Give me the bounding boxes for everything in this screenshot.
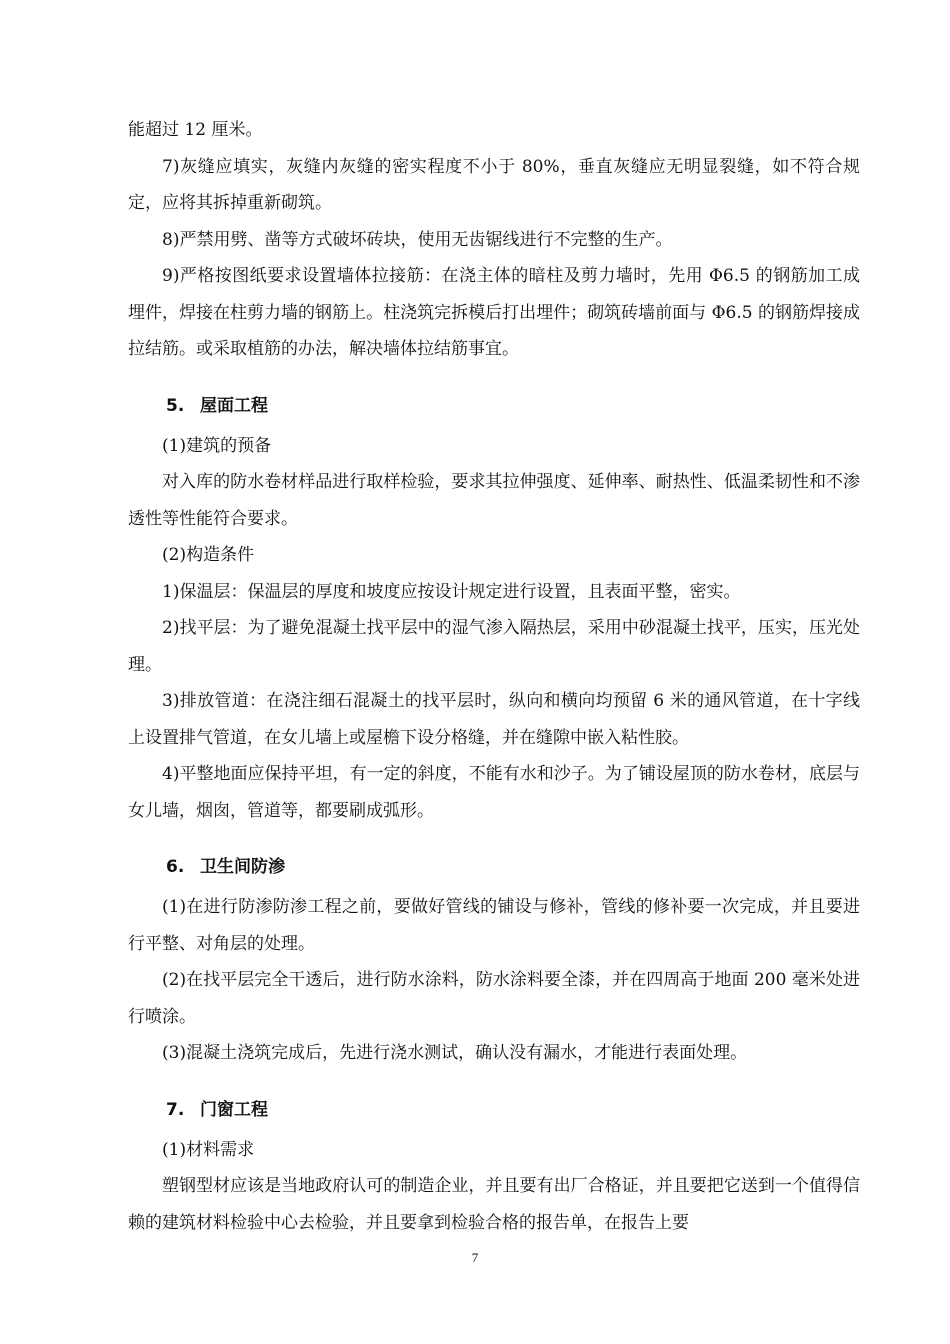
section-title: 卫生间防渗 (200, 857, 285, 877)
paragraph: 4)平整地面应保持平坦，有一定的斜度，不能有水和沙子。为了铺设屋顶的防水卷材，底层与女儿墙，烟囱，管道等，都要刷成弧形。 (128, 764, 860, 821)
section-number: 6. (166, 857, 185, 877)
page-number: 7 (471, 1250, 479, 1265)
document-body (128, 112, 860, 1241)
paragraph: 7)灰缝应填实，灰缝内灰缝的密实程度不小于 80%，垂直灰缝应无明显裂缝，如不符合规定，应将其拆掉重新砌筑。 (128, 156, 860, 213)
paragraph: 能超过 12 厘米。 (128, 120, 263, 140)
section-number: 7. (166, 1099, 185, 1120)
paragraph: 对入库的防水卷材样品进行取样检验，要求其拉伸强度、延伸率、耐热性、低温柔韧性和不渗透性等性能符合要求。 (128, 472, 860, 529)
section-heading (128, 849, 860, 885)
paragraph: (1)材料需求 (162, 1139, 255, 1160)
paragraph: (1)建筑的预备 (162, 435, 272, 456)
paragraph: (1)在进行防渗防渗工程之前，要做好管线的铺设与修补，管线的修补要一次完成，并且要进行平整、对角层的处理。 (128, 897, 860, 954)
paragraph: 塑钢型材应该是当地政府认可的制造企业，并且要有出厂合格证，并且要把它送到一个值得信赖的建筑材料检验中心去检验，并且要拿到检验合格的报告单，在报告上要 (128, 1176, 860, 1233)
section-heading (128, 388, 860, 424)
section-heading (128, 1092, 860, 1128)
section-title: 门窗工程 (200, 1099, 268, 1120)
section-title: 屋面工程 (200, 395, 268, 416)
paragraph: (2)构造条件 (162, 545, 255, 565)
paragraph: 8)严禁用劈、凿等方式破坏砖块，使用无齿锯线进行不完整的生产。 (162, 229, 673, 250)
paragraph: 9)严格按图纸要求设置墙体拉接筋：在浇主体的暗柱及剪力墙时，先用 Φ6.5 的钢筋加工成埋件，焊接在柱剪力墙的钢筋上。柱浇筑完拆模后打出埋件；砌筑砖墙前面与 Φ6.5 的钢筋焊接成拉结筋。或采取植筋的办法，解决墙体拉结筋事宜。 (128, 266, 860, 359)
paragraph: 3)排放管道：在浇注细石混凝土的找平层时，纵向和横向均预留 6 米的通风管道，在十字线上设置排气管道，在女儿墙上或屋檐下设分格缝，并在缝隙中嵌入粘性胶。 (128, 691, 860, 748)
paragraph: (2)在找平层完全干透后，进行防水涂料，防水涂料要全漆，并在四周高于地面 200 毫米处进行喷涂。 (128, 970, 860, 1027)
paragraph: 1)保温层：保温层的厚度和坡度应按设计规定进行设置，且表面平整，密实。 (162, 581, 741, 602)
section-number: 5. (166, 395, 185, 416)
paragraph: 2)找平层：为了避免混凝土找平层中的湿气渗入隔热层，采用中砂混凝土找平，压实，压光处理。 (128, 618, 860, 675)
paragraph: (3)混凝土浇筑完成后，先进行浇水测试，确认没有漏水，才能进行表面处理。 (162, 1043, 748, 1063)
